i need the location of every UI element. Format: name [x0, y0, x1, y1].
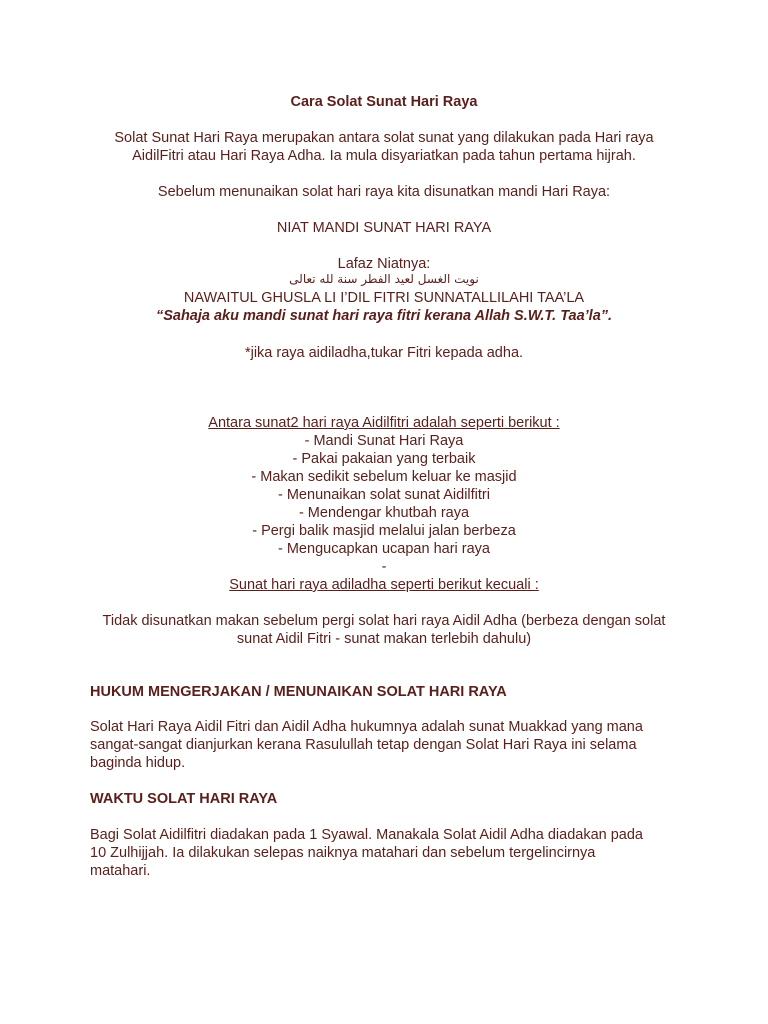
arabic-niat: نويت الغسل لعيد الفطر سنة لله تعالى [289, 272, 479, 286]
waktu-text-line-3: matahari. [90, 863, 151, 879]
list-item: - Mengucapkan ucapan hari raya [278, 541, 490, 557]
adha-text-line-2: sunat Aidil Fitri - sunat makan terlebih dahulu) [236, 631, 532, 647]
list-item: - Makan sedikit sebelum keluar ke masjid [251, 469, 517, 485]
hukum-heading: HUKUM MENGERJAKAN / MENUNAIKAN SOLAT HARI RAYA [90, 684, 507, 700]
list-item: - Pakai pakaian yang terbaik [292, 451, 476, 467]
list-item: - Menunaikan solat sunat Aidilfitri [278, 487, 490, 503]
sunat-list [0, 432, 768, 576]
list-item: - Mandi Sunat Hari Raya [304, 433, 464, 449]
niat-heading: NIAT MANDI SUNAT HARI RAYA [276, 220, 492, 236]
adha-text-line-1: Tidak disunatkan makan sebelum pergi solat hari raya Aidil Adha (berbeza dengan solat [102, 613, 666, 629]
waktu-heading: WAKTU SOLAT HARI RAYA [90, 791, 278, 807]
hukum-text-line-2: sangat-sangat dianjurkan kerana Rasulullah tetap dengan Solat Hari Raya ini selama [90, 737, 637, 753]
niat-transliteration: NAWAITUL GHUSLA LI I’DIL FITRI SUNNATALLILAHI TAA’LA [183, 290, 585, 306]
adha-heading: Sunat hari raya adiladha seperti berikut kecuali : [229, 577, 539, 593]
waktu-text-line-2: 10 Zulhijjah. Ia dilakukan selepas naiknya matahari dan sebelum tergelincirnya [90, 845, 596, 861]
before-bath-text: Sebelum menunaikan solat hari raya kita disunatkan mandi Hari Raya: [157, 184, 611, 200]
hukum-text-line-1: Solat Hari Raya Aidil Fitri dan Aidil Adha hukumnya adalah sunat Muakkad yang mana [90, 719, 643, 735]
document-title: Cara Solat Sunat Hari Raya [290, 94, 478, 110]
sunat-heading: Antara sunat2 hari raya Aidilfitri adalah seperti berikut : [208, 415, 560, 431]
lafaz-label: Lafaz Niatnya: [337, 256, 431, 272]
list-item: - Mendengar khutbah raya [298, 505, 470, 521]
adha-note: *jika raya aidiladha,tukar Fitri kepada adha. [244, 345, 524, 361]
niat-translation: “Sahaja aku mandi sunat hari raya fitri kerana Allah S.W.T. Taa’la”. [155, 308, 613, 324]
list-item: - Pergi balik masjid melalui jalan berbeza [252, 523, 516, 539]
hukum-text-line-3: baginda hidup. [90, 755, 186, 771]
waktu-text-line-1: Bagi Solat Aidilfitri diadakan pada 1 Syawal. Manakala Solat Aidil Adha diadakan pada [90, 827, 643, 843]
intro-line-1: Solat Sunat Hari Raya merupakan antara solat sunat yang dilakukan pada Hari raya [114, 130, 654, 146]
intro-line-2: AidilFitri atau Hari Raya Adha. Ia mula disyariatkan pada tahun pertama hijrah. [132, 148, 636, 164]
list-item: - [381, 559, 387, 575]
